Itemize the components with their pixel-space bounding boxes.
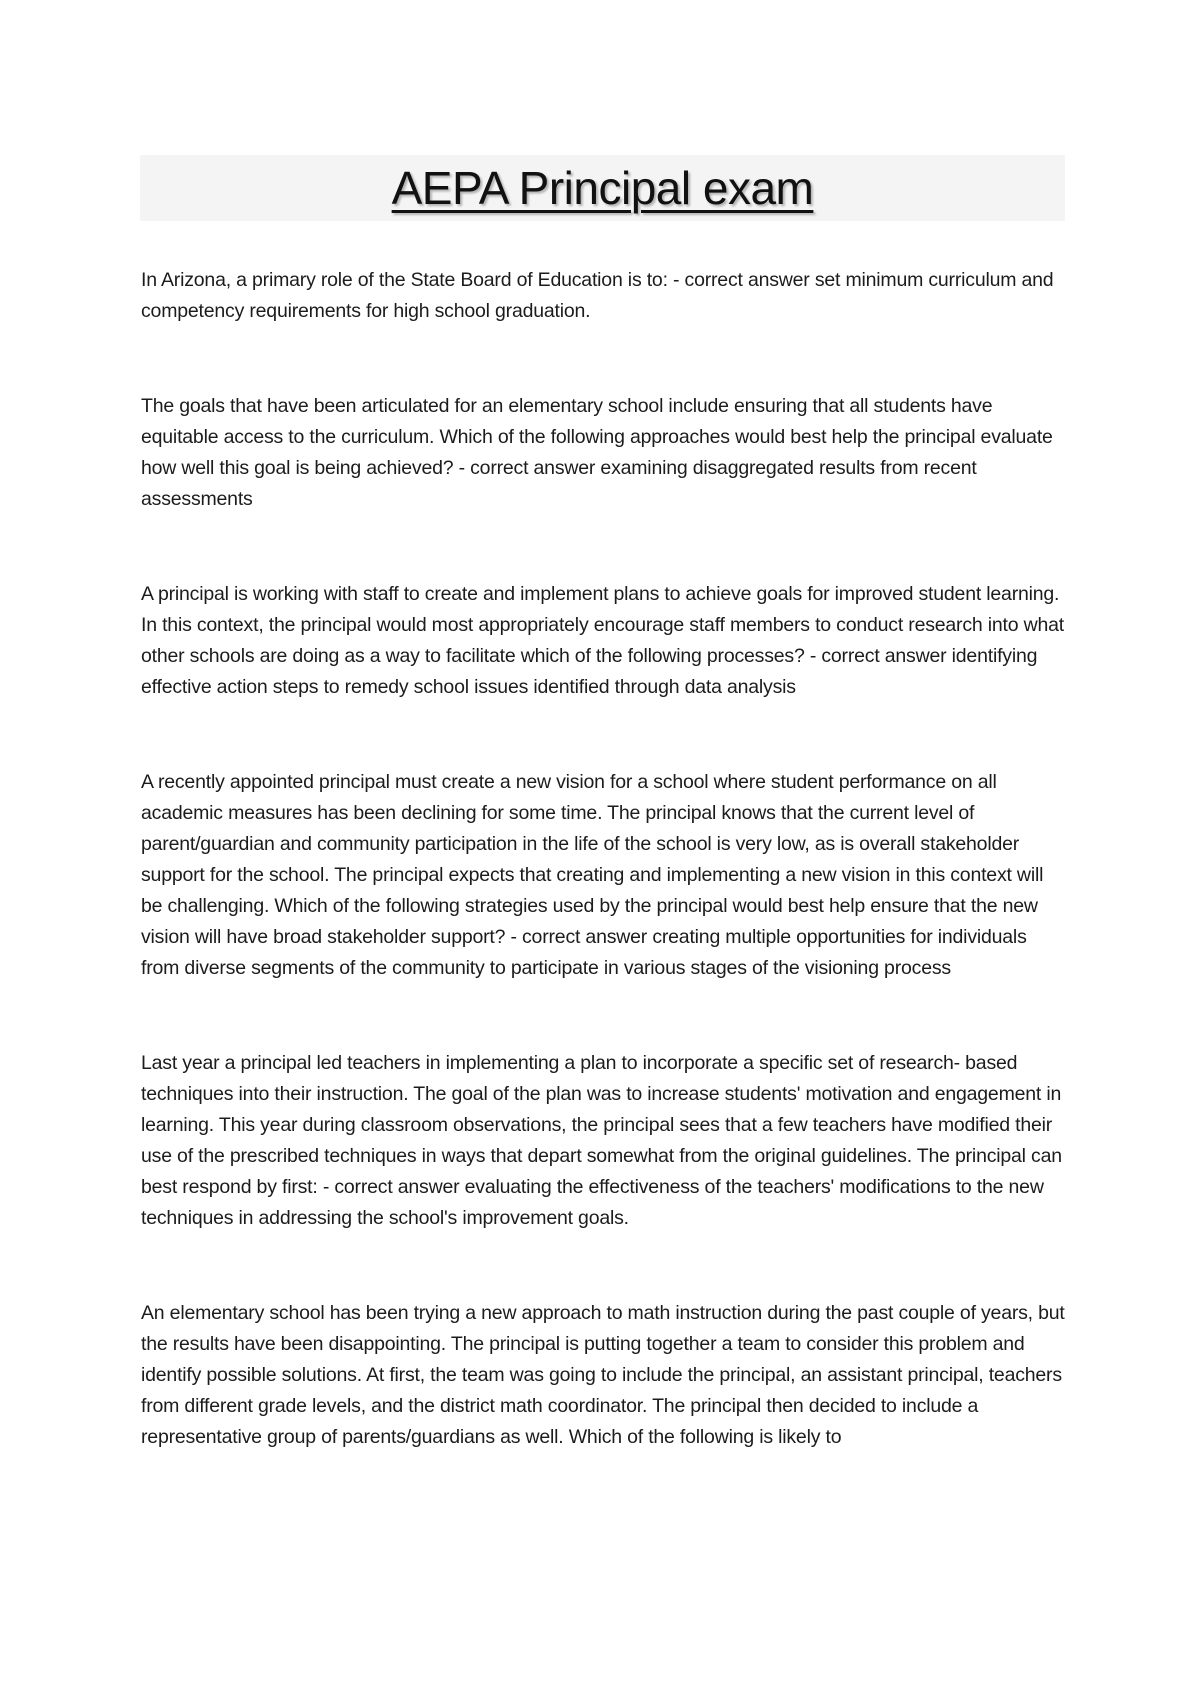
question-text: In Arizona, a primary role of the State Board of Education is to: [141,269,668,291]
page-title: AEPA Principal exam [391,162,814,214]
answer-separator: - correct answer [317,1176,465,1198]
qa-item [141,579,1066,703]
question-text: Last year a principal led teachers in implementing a plan to incorporate a specific set of research- based techniques into their instruction. The goal of the plan was to increase students' motivation and engagement in learning. This year during classroom observations, the principal sees that a few teachers have modified their use of the prescribed techniques in ways that depart somewhat from the original guidelines. The principal can best respond by first: [141,1052,1062,1198]
qa-item [141,767,1066,984]
qa-item [141,1048,1066,1234]
title-banner [140,155,1065,221]
answer-separator: - correct answer [505,926,653,948]
question-text: A principal is working with staff to create and implement plans to achieve goals for improved student learning. In this context, the principal would most appropriately encourage staff members to conduct research into what other schools are doing as a way to facilitate which of the following processes? [141,583,1065,667]
qa-item [141,1298,1066,1453]
answer-separator: - correct answer [667,269,815,291]
question-text: An elementary school has been trying a new approach to math instruction during the past couple of years, but the results have been disappointing. The principal is putting together a team to consider this problem and identify possible solutions. At first, the team was going to include the principal, an assistant principal, teachers from different grade levels, and the district math coordinator. The principal then decided to include a representative group of parents/guardians as well. Which of the following is likely to [141,1302,1065,1448]
answer-text: set minimum curriculum and competency requirements for high school graduation. [141,269,1054,322]
answer-text: creating multiple opportunities for individuals from diverse segments of the community to participate in various stages of the visioning process [141,926,1027,979]
qa-item [141,265,1066,327]
answer-separator: - correct answer [804,645,952,667]
question-text: A recently appointed principal must create a new vision for a school where student performance on all academic measures has been declining for some time. The principal knows that the current level of parent/guardian and community participation in the life of the school is very low, as is overall stakeholder support for the school. The principal expects that creating and implementing a new vision in this context will be challenging. Which of the following strategies used by the principal would best help ensure that the new vision will have broad stakeholder support? [141,771,1044,948]
question-text: The goals that have been articulated for an elementary school include ensuring that all students have equitable access to the curriculum. Which of the following approaches would best help the principal evaluate how well this goal is being achieved? [141,395,1053,479]
answer-text: identifying effective action steps to remedy school issues identified through data analysis [141,645,1038,698]
answer-text: evaluating the effectiveness of the teachers' modifications to the new techniques in addressing the school's improvement goals. [141,1176,1044,1229]
qa-list [141,265,1066,1453]
answer-text: examining disaggregated results from recent assessments [141,457,977,510]
answer-separator: - correct answer [453,457,601,479]
qa-item [141,391,1066,515]
